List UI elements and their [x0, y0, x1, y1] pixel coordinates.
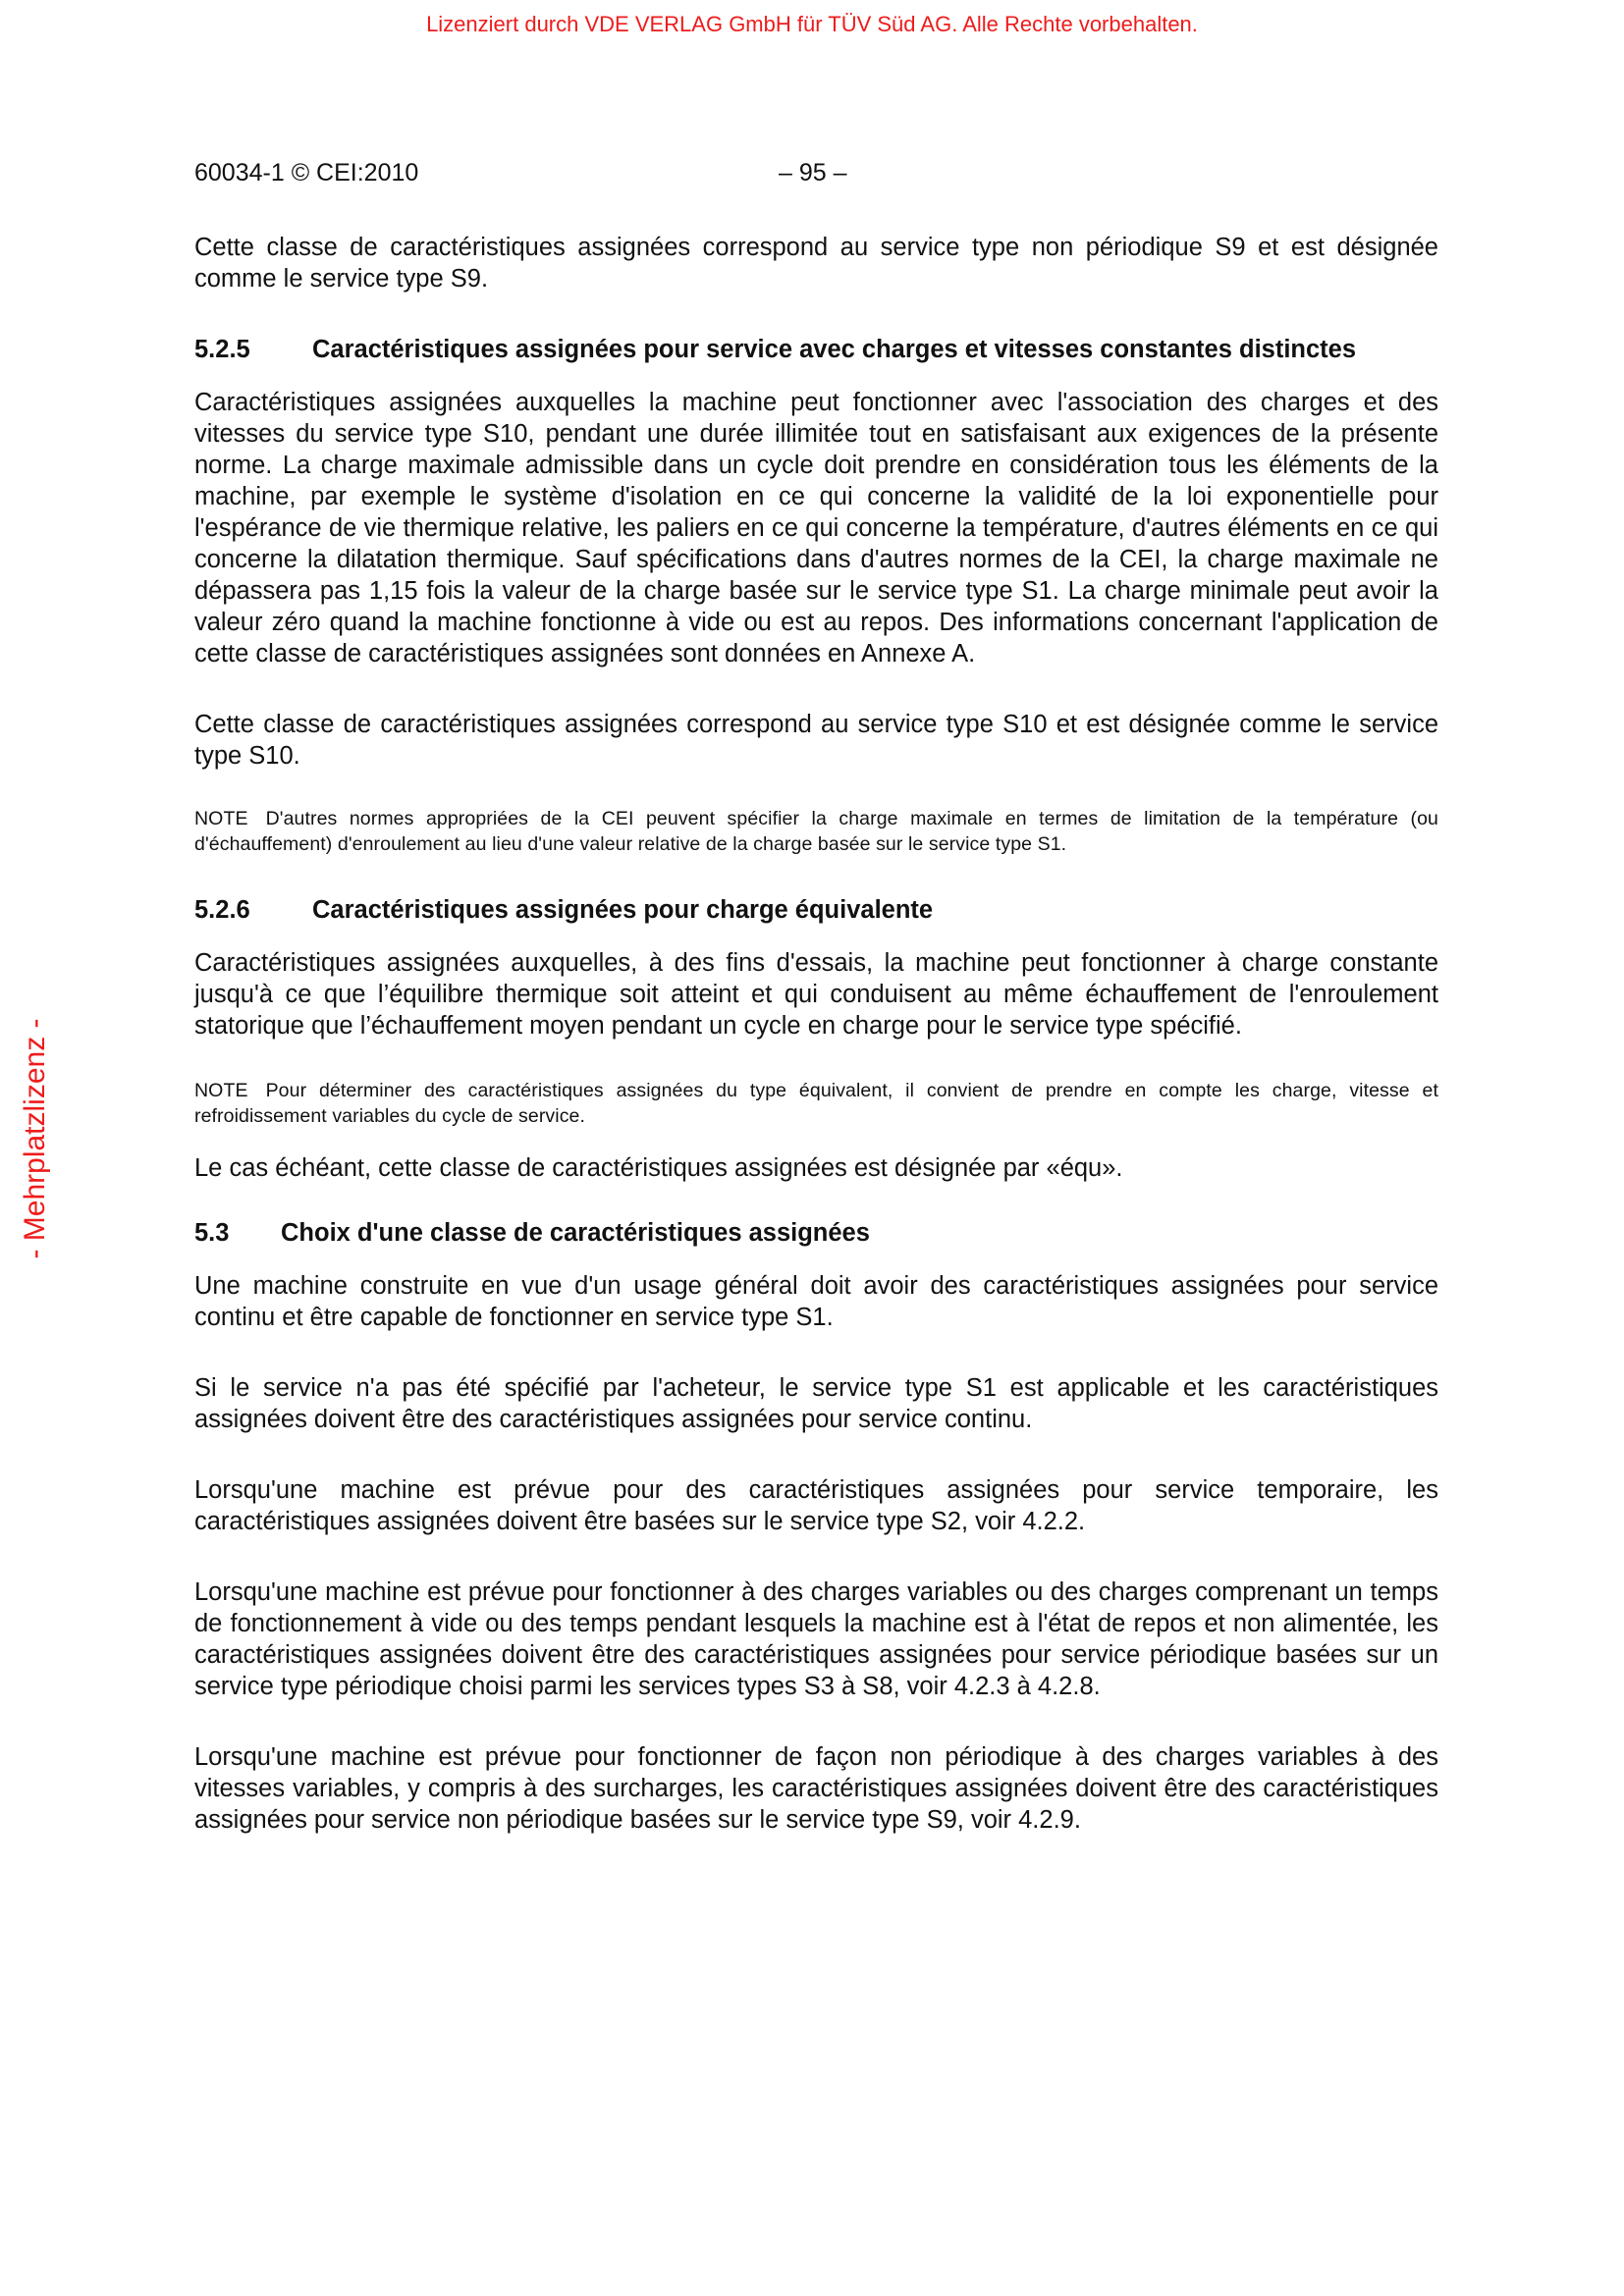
paragraph-equivalent-designation: Le cas échéant, cette classe de caractéristiques assignées est désignée par «équ».: [194, 1154, 1123, 1182]
section-heading-5-2-6: [194, 894, 1438, 926]
paragraph-s10-designation: Cette classe de caractéristiques assignées correspond au service type S10 et est désignée comme le service type S10.: [194, 711, 1438, 770]
note-label: NOTE: [194, 808, 248, 829]
note-equivalent: [194, 1079, 1438, 1129]
section-title: Caractéristiques assignées pour service avec charges et vitesses constantes distinctes: [312, 336, 1357, 363]
section-number: 5.3: [194, 1219, 230, 1247]
paragraph-periodic-service: Lorsqu'une machine est prévue pour fonctionner à des charges variables ou des charges comprenant un temps de fonctionnement à vide ou des temps pendant lesquels la machine est à l'état de repos et non alimentée, les caractéristiques assignées doivent être des caractéristiques assignées pour service périodique basées sur un service type périodique choisi parmi les services types S3 à S8, voir 4.2.3 à 4.2.8.: [194, 1578, 1438, 1700]
page-number: – 95 –: [779, 159, 847, 187]
paragraph-equivalent-description: Caractéristiques assignées auxquelles, à des fins d'essais, la machine peut fonctionner à charge constante jusqu'à ce que l’équilibre thermique soit atteint et qui conduisent au même échauffement de l'enroulement statorique que l’échauffement moyen pendant un cycle en charge pour le service type spécifié.: [194, 949, 1438, 1040]
note-label: NOTE: [194, 1080, 248, 1101]
paragraph-general-purpose: Une machine construite en vue d'un usage général doit avoir des caractéristiques assignées pour service continu et être capable de fonctionner en service type S1.: [194, 1272, 1438, 1331]
page-body: [194, 232, 1438, 1836]
section-title: Caractéristiques assignées pour charge équivalente: [312, 896, 934, 924]
note-text: D'autres normes appropriées de la CEI peuvent spécifier la charge maximale en termes de limitation de la température (ou d'échauffement) d'enroulement au lieu d'une valeur relative de la charge basée sur le service type S1.: [194, 808, 1438, 855]
section-heading-5-3: [194, 1217, 1438, 1249]
section-title: Choix d'une classe de caractéristiques assignées: [281, 1219, 870, 1247]
note-text: Pour déterminer des caractéristiques assignées du type équivalent, il convient de prendre en compte les charge, vitesse et refroidissement variables du cycle de service.: [194, 1080, 1438, 1127]
standard-reference: 60034-1 © CEI:2010: [194, 159, 419, 187]
paragraph-short-time-service: Lorsqu'une machine est prévue pour des caractéristiques assignées pour service temporaire, les caractéristiques assignées doivent être basées sur le service type S2, voir 4.2.2.: [194, 1476, 1438, 1535]
paragraph-unspecified-service: Si le service n'a pas été spécifié par l'acheteur, le service type S1 est applicable et les caractéristiques assignées doivent être des caractéristiques assignées pour service continu.: [194, 1374, 1438, 1433]
paragraph-s9-designation: Cette classe de caractéristiques assignées correspond au service type non périodique S9 et est désignée comme le service type S9.: [194, 234, 1438, 293]
multi-user-license-mark: - Mehrplatzlizenz -: [19, 1018, 51, 1259]
section-number: 5.2.5: [194, 336, 250, 363]
section-heading-5-2-5: [194, 334, 1438, 365]
note-s10: [194, 807, 1438, 857]
license-watermark: Lizenziert durch VDE VERLAG GmbH für TÜV Süd AG. Alle Rechte vorbehalten.: [426, 12, 1198, 36]
paragraph-non-periodic-service: Lorsqu'une machine est prévue pour fonctionner de façon non périodique à des charges variables à des vitesses variables, y compris à des surcharges, les caractéristiques assignées doivent être des caractéristiques assignées pour service non périodique basées sur le service type S9, voir 4.2.9.: [194, 1743, 1438, 1834]
section-number: 5.2.6: [194, 896, 250, 924]
page-header: [194, 159, 1438, 190]
paragraph-s10-description: Caractéristiques assignées auxquelles la machine peut fonctionner avec l'association des charges et des vitesses du service type S10, pendant une durée illimitée tout en satisfaisant aux exigences de la présente norme. La charge maximale admissible dans un cycle doit prendre en considération tous les éléments de la machine, par exemple le système d'isolation en ce qui concerne la validité de la loi exponentielle pour l'espérance de vie thermique relative, les paliers en ce qui concerne la température, d'autres éléments en ce qui concerne la dilatation thermique. Sauf spécifications dans d'autres normes de la CEI, la charge maximale ne dépassera pas 1,15 fois la valeur de la charge basée sur le service type S1. La charge minimale peut avoir la valeur zéro quand la machine fonctionne à vide ou est au repos. Des informations concernant l'application de cette classe de caractéristiques assignées sont données en Annexe A.: [194, 389, 1438, 667]
